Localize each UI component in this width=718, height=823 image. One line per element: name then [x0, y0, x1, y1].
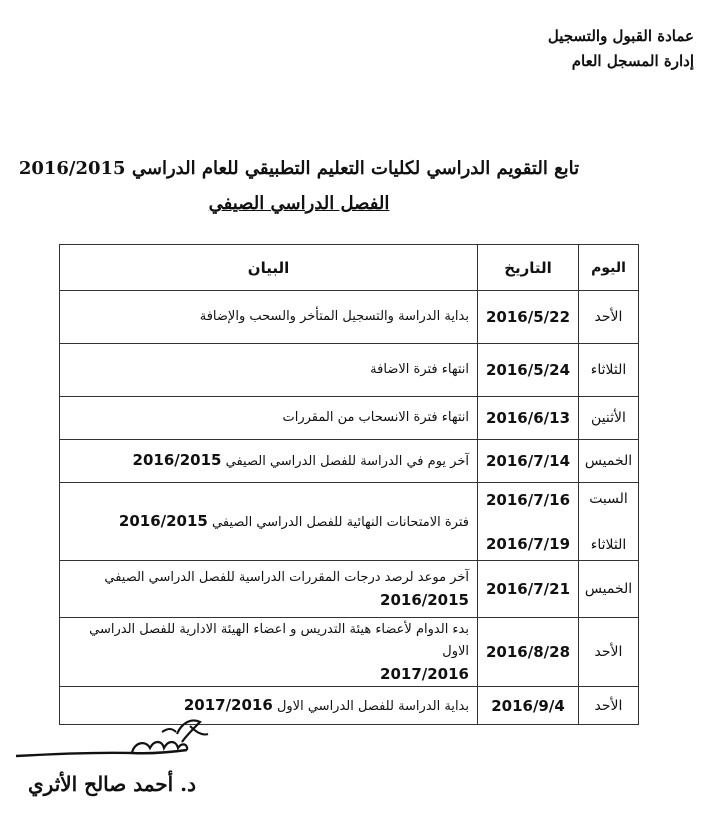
- row-date: 2016/7/14: [478, 440, 579, 483]
- day-end: الثلاثاء: [590, 536, 627, 553]
- row-description: [60, 440, 478, 483]
- calendar-table: [59, 244, 639, 725]
- row-date: 2016/6/13: [478, 397, 579, 440]
- row-date: 2016/5/24: [478, 344, 579, 397]
- academic-year: 2016/2015: [118, 511, 208, 530]
- row-date: 2016/9/4: [478, 687, 579, 725]
- row-description: [60, 483, 478, 561]
- row-day: الأثنين: [579, 397, 639, 440]
- table-header-row: [60, 245, 639, 291]
- row-description: [60, 561, 478, 618]
- department-name: إدارة المسجل العام: [571, 52, 694, 70]
- description-text: بداية الدراسة للفصل الدراسي الاول: [276, 698, 469, 714]
- row-day: الأحد: [579, 687, 639, 725]
- header-day: اليوم: [579, 245, 639, 291]
- academic-year: 2017/2016: [183, 695, 273, 714]
- description-text: انتهاء فترة الانسحاب من المقررات: [282, 410, 469, 425]
- header-date: التاريخ: [478, 245, 579, 291]
- date-end: 2016/7/19: [485, 534, 571, 553]
- academic-year: 2016/2015: [380, 591, 469, 609]
- description-text: فترة الامتحانات النهائية للفصل الدراسي الصيفي: [212, 514, 469, 530]
- table-row: [60, 483, 639, 561]
- day-start: السبت: [589, 490, 628, 507]
- description-text: بدء الدوام لأعضاء هيئة التدريس و اعضاء الهيئة الادارية للفصل الدراسي الاول: [89, 622, 469, 659]
- row-day: الأحد: [579, 291, 639, 344]
- row-date: [478, 483, 579, 561]
- deanship-name: عمادة القبول والتسجيل: [547, 27, 694, 45]
- page-subtitle: الفصل الدراسي الصيفي: [208, 193, 390, 214]
- description-text: آخر موعد لرصد درجات المقررات الدراسية للفصل الدراسي الصيفي: [104, 570, 469, 585]
- row-description: [60, 291, 478, 344]
- table-row: [60, 397, 639, 440]
- date-start: 2016/7/16: [485, 490, 571, 509]
- signer-name: د. أحمد صالح الأثري: [28, 772, 197, 796]
- table-row: [60, 618, 639, 687]
- description-text: آخر يوم في الدراسة للفصل الدراسي الصيفي: [225, 454, 469, 469]
- row-date: 2016/7/21: [478, 561, 579, 618]
- academic-year: 2016/2015: [132, 451, 222, 469]
- row-description: [60, 397, 478, 440]
- description-text: انتهاء فترة الاضافة: [370, 362, 469, 377]
- document-titles: [0, 158, 718, 214]
- row-date: 2016/5/22: [478, 291, 579, 344]
- academic-year: 2017/2016: [380, 665, 469, 683]
- table-row: [60, 291, 639, 344]
- table-row: [60, 344, 639, 397]
- page-title: تابع التقويم الدراسي لكليات التعليم التطبيقي للعام الدراسي 2016/2015: [18, 158, 580, 179]
- table-row: [60, 561, 639, 618]
- table-row: [60, 440, 639, 483]
- row-day: الثلاثاء: [579, 344, 639, 397]
- description-text: بداية الدراسة والتسجيل المتأخر والسحب والإضافة: [199, 309, 469, 324]
- row-description: [60, 344, 478, 397]
- handwritten-signature: [12, 712, 212, 772]
- row-description: [60, 618, 478, 687]
- row-day: الخميس: [579, 561, 639, 618]
- row-day: الخميس: [579, 440, 639, 483]
- header-description: البيان: [60, 245, 478, 291]
- row-day: الأحد: [579, 618, 639, 687]
- header-block: [548, 24, 694, 74]
- row-date: 2016/8/28: [478, 618, 579, 687]
- row-day: [579, 483, 639, 561]
